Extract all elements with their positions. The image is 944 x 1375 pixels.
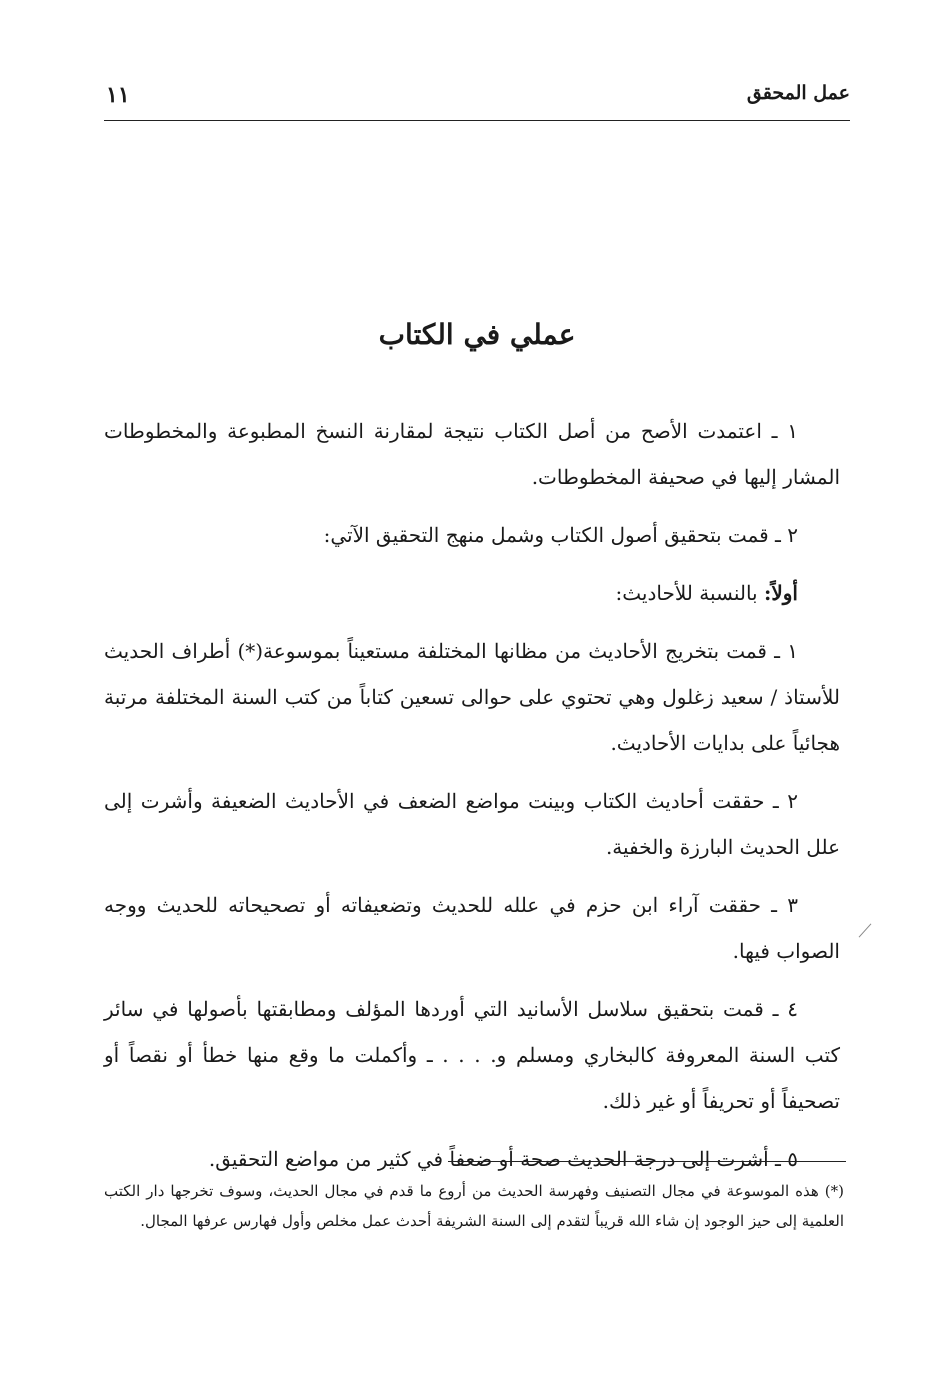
body-text: [104, 408, 840, 1194]
running-head: عمل المحقق: [746, 82, 850, 104]
paragraph-2: ٢ ـ قمت بتحقيق أصول الكتاب وشمل منهج التحقيق الآتي:: [323, 523, 798, 547]
paragraph-6: ٤ ـ قمت بتحقيق سلاسل الأسانيد التي أوردها المؤلف ومطابقتها بأصولها في سائر كتب السنة المعروفة كالبخاري ومسلم و. . . . ـ وأكملت ما وقع منها خطأ أو نقصاً أو تصحيفاً أو تحريفاً أو غير ذلك.: [104, 997, 840, 1113]
paragraph-1: ١ ـ اعتمدت الأصح من أصل الكتاب نتيجة لمقارنة النسخ المطبوعة والمخطوطات المشار إليها في صحيفة المخطوطات.: [104, 419, 840, 489]
margin-mark: [859, 923, 872, 937]
subheading-ahadith: [104, 570, 840, 616]
subheading-text: بالنسبة للأحاديث:: [615, 581, 758, 605]
footnote-divider: [448, 1161, 846, 1162]
footnote: [104, 1176, 844, 1236]
footnote-text: (*) هذه الموسوعة في مجال التصنيف وفهرسة الحديث من أروع ما قدم في مجال الحديث، وسوف تخرجها دار الكتب العلمية إلى حيز الوجود إن شاء الله قريباً لتقدم إلى السنة الشريفة أحدث عمل مخلص وأول فهارس عرفها المجال.: [104, 1182, 844, 1230]
chapter-title: عملي في الكتاب: [378, 318, 576, 351]
paragraph-3: ١ ـ قمت بتخريج الأحاديث من مظانها المختلفة مستعيناً بموسوعة(*) أطراف الحديث للأستاذ / سعيد زغلول وهي تحتوي على حوالى تسعين كتاباً من كتب السنة المختلفة مرتبة هجائياً على بدايات الأحاديث.: [104, 639, 840, 755]
paragraph-4: ٢ ـ حققت أحاديث الكتاب وبينت مواضع الضعف في الأحاديث الضعيفة وأشرت إلى علل الحديث البارزة والخفية.: [104, 789, 840, 859]
page-number: ١١: [106, 82, 130, 108]
paragraph-5: ٣ ـ حققت آراء ابن حزم في علله للحديث وتضعيفاته أو تصحيحاته للحديث ووجه الصواب فيها.: [104, 893, 840, 963]
page-header: [104, 78, 850, 121]
subheading-label: أولاً:: [763, 581, 798, 605]
paragraph-7: ٥ ـ أشرت إلى درجة الحديث صحة أو ضعفاً في كثير من مواضع التحقيق.: [208, 1147, 798, 1171]
